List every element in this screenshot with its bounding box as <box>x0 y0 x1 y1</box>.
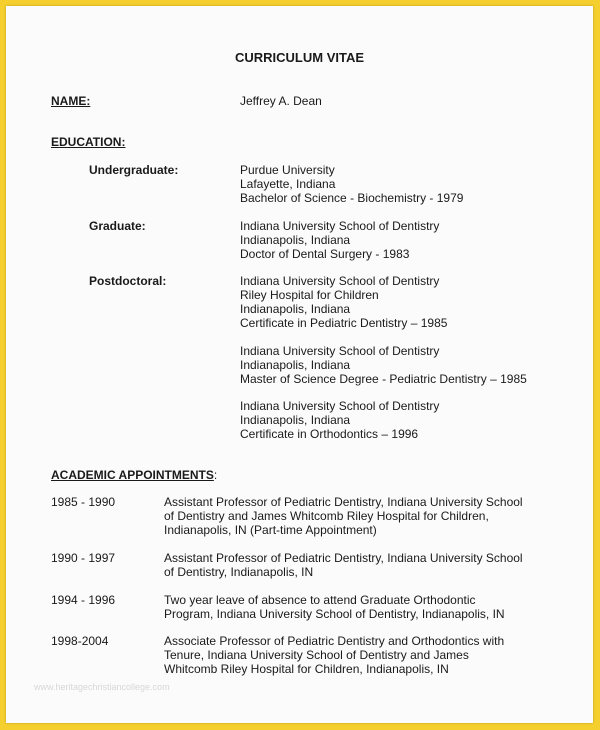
undergrad-line: Bachelor of Science - Biochemistry - 1979 <box>240 191 464 205</box>
undergrad-line: Purdue University <box>240 163 335 177</box>
grad-details <box>240 219 439 261</box>
postdoc-details-1 <box>240 274 447 330</box>
postdoc-line: Indiana University School of Dentistry <box>240 399 440 413</box>
appointment-line: Associate Professor of Pediatric Dentistry and Orthodontics with <box>164 634 505 648</box>
postdoc-label: Postdoctoral: <box>89 274 167 288</box>
appointments-heading <box>51 468 217 482</box>
name-value: Jeffrey A. Dean <box>240 94 322 108</box>
grad-line: Indianapolis, Indiana <box>240 233 351 247</box>
appointment-line: of Dentistry, Indianapolis, IN <box>164 565 314 579</box>
postdoc-line: Certificate in Pediatric Dentistry – 1985 <box>240 316 448 330</box>
appointment-years: 1994 - 1996 <box>51 593 116 607</box>
postdoc-line: Riley Hospital for Children <box>240 288 379 302</box>
appointment-description <box>164 593 505 621</box>
undergrad-label: Undergraduate: <box>89 163 179 177</box>
appointment-description <box>164 634 504 676</box>
appointment-line: Whitcomb Riley Hospital for Children, Indianapolis, IN <box>164 662 449 676</box>
appointment-line: Two year leave of absence to attend Graduate Orthodontic <box>164 593 476 607</box>
appointment-description <box>164 495 523 537</box>
grad-line: Indiana University School of Dentistry <box>240 219 440 233</box>
watermark: www.heritagechristiancollege.com <box>34 682 170 692</box>
name-label: NAME: <box>51 94 91 108</box>
document-page <box>6 6 593 723</box>
undergrad-line: Lafayette, Indiana <box>240 177 336 191</box>
appointment-line: Assistant Professor of Pediatric Dentistry, Indiana University School <box>164 495 523 509</box>
appointments-heading-colon: : <box>213 468 218 482</box>
appointments-heading-text: ACADEMIC APPOINTMENTS <box>51 468 214 482</box>
appointment-line: of Dentistry and James Whitcomb Riley Hospital for Children, <box>164 509 489 523</box>
postdoc-line: Indianapolis, Indiana <box>240 302 351 316</box>
appointment-line: Program, Indiana University School of Dentistry, Indianapolis, IN <box>164 607 505 621</box>
postdoc-details-3 <box>240 399 439 441</box>
undergrad-details <box>240 163 463 205</box>
appointment-line: Tenure, Indiana University School of Dentistry and James <box>164 648 469 662</box>
postdoc-line: Certificate in Orthodontics – 1996 <box>240 427 419 441</box>
grad-line: Doctor of Dental Surgery - 1983 <box>240 247 410 261</box>
postdoc-line: Master of Science Degree - Pediatric Dentistry – 1985 <box>240 372 527 386</box>
postdoc-line: Indiana University School of Dentistry <box>240 344 440 358</box>
document-title: CURRICULUM VITAE <box>234 50 365 65</box>
appointment-years: 1990 - 1997 <box>51 551 116 565</box>
postdoc-line: Indianapolis, Indiana <box>240 358 351 372</box>
appointment-line: Indianapolis, IN (Part-time Appointment) <box>164 523 377 537</box>
postdoc-line: Indianapolis, Indiana <box>240 413 351 427</box>
appointment-line: Assistant Professor of Pediatric Dentistry, Indiana University School <box>164 551 523 565</box>
grad-label: Graduate: <box>89 219 146 233</box>
postdoc-line: Indiana University School of Dentistry <box>240 274 440 288</box>
appointment-description <box>164 551 523 579</box>
education-heading: EDUCATION: <box>51 135 126 149</box>
appointment-years: 1998-2004 <box>51 634 109 648</box>
appointment-years: 1985 - 1990 <box>51 495 116 509</box>
postdoc-details-2 <box>240 344 527 386</box>
